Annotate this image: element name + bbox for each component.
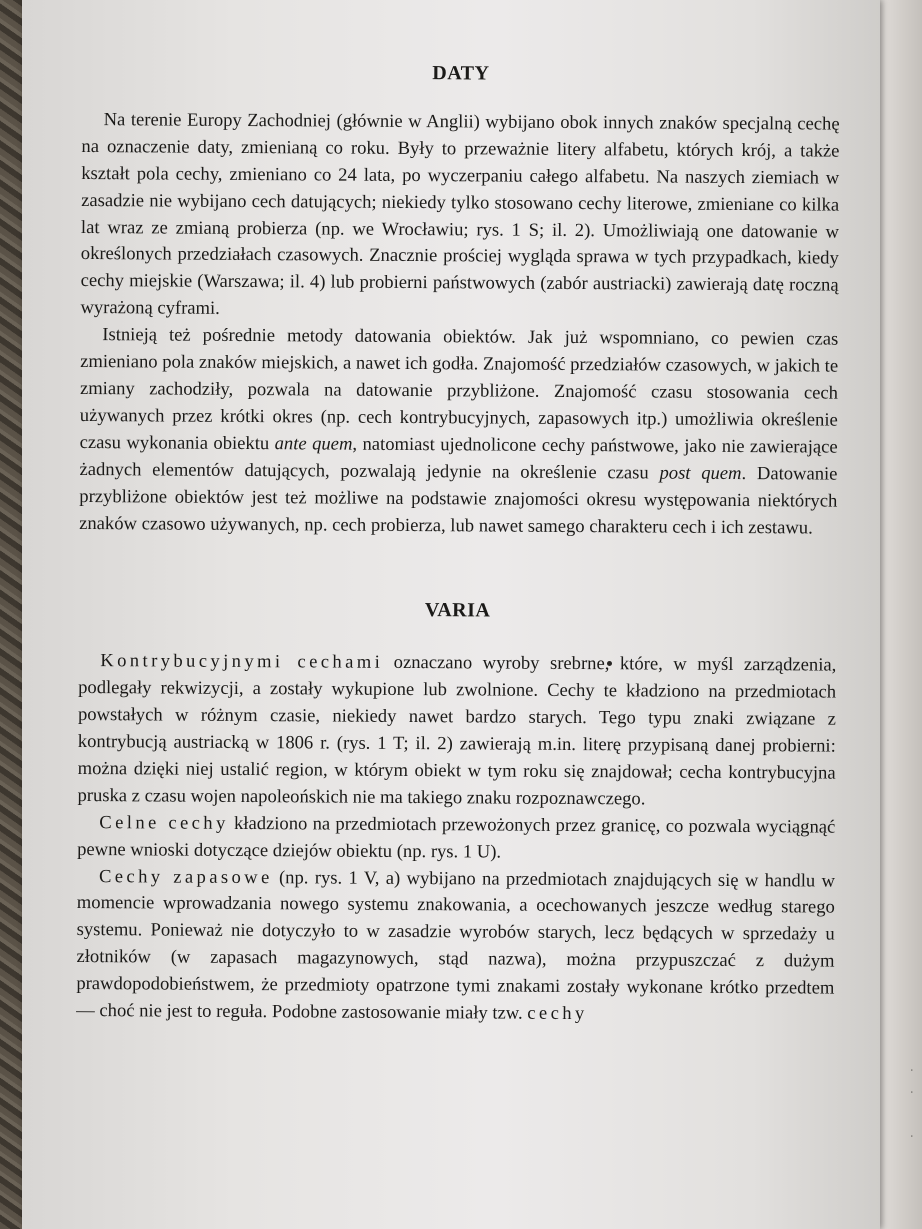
paragraph-varia-2-body: kładziono na przedmiotach przewożonych przez granicę, co pozwala wyciągnąć pewne wnioski dotyczące dziejów obiektu (np. rys. 1 U). [77, 812, 836, 863]
paragraph-daty-2-part-b: , natomiast ujednolicone cechy państwowe, jako nie zawierające żadnych elementów datujących, pozwalają jedynie na określenie czasu [79, 433, 838, 484]
paragraph-varia-1-body: oznaczano wyroby srebrne, które, w myśl zarządzenia, podlegały rekwizycji, a zostały wykupione lub zwolnione. Cechy te kładziono na przedmiotach powstałych w różnym czasie, niekiedy nawet bardzo starych. Tego typu znaki związane z kontrybucją austriacką w 1806 r. (rys. 1 T; il. 2) zawierają m.in. literę przypisaną danej probierni: można dzięki niej ustalić region, w którym obiekt w tym roku się znajdował; cecha kontrybucyjna pruska z czasu wojen napoleońskich nie ma takiego znaku rozpoznawczego. [77, 652, 837, 810]
paragraph-daty-2-part-a: Istnieją też pośrednie metody datowania obiektów. Jak już wspomniano, co pewien czas zmieniano pola znaków miejskich, a nawet ich godła. Znajomość przedziałów czasowych, w jakich te zmiany zachodziły, pozwala na datowanie przybliżone. Znajomość czasu stosowania cech używanych przez krótki okres (np. cech kontrybucyjnych, zapasowych itp.) umożliwia określenie czasu wykonania obiektu [79, 324, 839, 454]
term-ante-quem: ante quem [274, 432, 353, 455]
page-text [76, 58, 840, 1030]
paragraph-varia-3-body: (np. rys. 1 V, a) wybijano na przedmiotach znajdujących się w handlu w momencie wprowadzania nowego systemu znakowania, a ocechowanych jeszcze według starego systemu. Ponieważ nie dotyczyło to w zasadzie wyrobów starych, lecz będących w sprzedaży u złotników (w zapasach magazynowych, stąd nazwa), można przypuszczać z dużym prawdopodobieństwem, że przedmioty opatrzone tymi znakami zostały wykonane krótko przedtem — choć nie jest to reguła. Podobne zastosowanie miały tzw. [76, 866, 836, 1024]
paragraph-daty-2-part-c: . Datowanie przybliżone obiektów jest też możliwe na podstawie znajomości okresu występowania niektórych znaków czasowo używanych, np. cech probierza, lub nawet samego charakteru cech i ich zestawu. [79, 462, 838, 538]
term-celne: Celne cechy [99, 811, 229, 834]
paragraph-daty-2 [79, 322, 838, 542]
paragraph-varia-3 [76, 864, 835, 1030]
paragraph-varia-2 [77, 810, 835, 868]
section-title-daty: DATY [432, 62, 490, 85]
term-cechy-tail: cechy [527, 1002, 588, 1025]
paragraph-varia-1 [77, 648, 836, 814]
term-kontrybucyjne: Kontrybucyjnymi cechami [100, 650, 384, 674]
term-zapasowe: Cechy zapasowe [98, 865, 273, 888]
term-post-quem: post quem [659, 462, 742, 484]
paragraph-daty-1: Na terenie Europy Zachodniej (głównie w Anglii) wybijano obok innych znaków specjalną cechę na oznaczenie daty, zmienianą co roku. Były to przeważnie litery alfabetu, których krój, a także kształt pola cechy, zmieniano co 24 lata, po wyczerpaniu całego alfabetu. Na naszych ziemiach w zasadzie nie wybijano cech datujących; niekiedy tylko stosowano cechy literowe, zmieniane co kilka lat wraz ze zmianą probierza (np. we Wrocławiu; rys. 1 S; il. 2). Umożliwiają one datowanie w określonych przedziałach czasowych. Znacznie prościej wygląda sprawa w tych przypadkach, kiedy cechy miejskie (Warszawa; il. 4) lub probierni państwowych (zabór austriacki) zawierają datę roczną wyrażoną cyframi. [80, 109, 840, 320]
section-title-varia: VARIA [424, 599, 491, 622]
edge-marks: · · · [909, 1063, 914, 1145]
